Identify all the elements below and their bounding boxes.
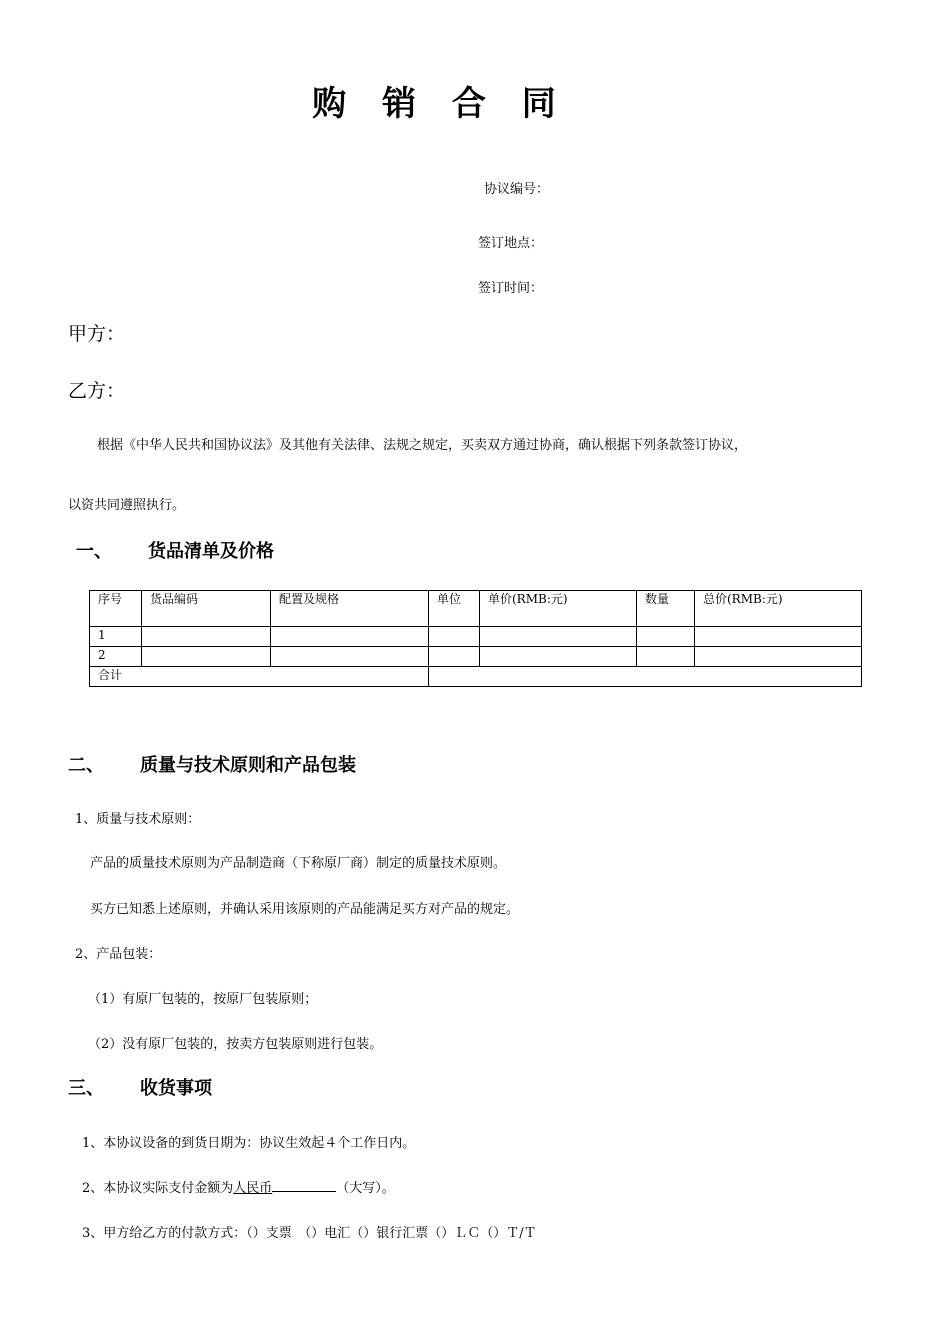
party-b-label: 乙方： <box>68 380 126 402</box>
table-cell: 1 <box>90 627 142 647</box>
table-cell <box>480 647 637 667</box>
packaging-subheading: 2、产品包装： <box>75 947 162 962</box>
intro-line-1: 根据《中华人民共和国协议法》及其他有关法律、法规之规定，买卖双方通过协商，确认根据下列条款签订协议， <box>97 438 748 453</box>
table-cell <box>142 647 271 667</box>
table-cell <box>429 647 480 667</box>
document-title: 购 销 合 同 <box>312 84 568 124</box>
total-value <box>429 667 862 687</box>
total-label: 合计 <box>90 667 429 687</box>
column-header: 序号 <box>90 591 142 627</box>
section-title: 货品清单及价格 <box>148 541 274 562</box>
payment-amount-clause <box>82 1177 395 1196</box>
delivery-date-clause: 1、本协议设备的到货日期为：协议生效起４个工作日内。 <box>82 1136 416 1151</box>
section-2-heading <box>68 751 356 777</box>
packaging-item-1: （1）有原厂包装的，按原厂包装原则； <box>88 992 318 1007</box>
payment-amount-prefix: 2、本协议实际支付金额为 <box>82 1181 234 1196</box>
table-header-row <box>90 591 862 627</box>
section-number: 三、 <box>68 1078 104 1099</box>
column-header: 单位 <box>429 591 480 627</box>
section-1-heading <box>76 537 274 563</box>
quality-paragraph-1: 产品的质量技术原则为产品制造商（下称原厂商）制定的质量技术原则。 <box>90 856 507 871</box>
section-3-heading <box>68 1074 212 1100</box>
column-header: 配置及规格 <box>271 591 429 627</box>
column-header: 总价(RMB:元) <box>695 591 862 627</box>
quality-paragraph-2: 买方已知悉上述原则，并确认采用该原则的产品能满足买方对产品的规定。 <box>90 902 520 917</box>
table-cell <box>695 627 862 647</box>
table-cell <box>142 627 271 647</box>
table-cell: 2 <box>90 647 142 667</box>
payment-amount-suffix: （大写）。 <box>336 1181 395 1196</box>
table-row <box>90 627 862 647</box>
section-title: 质量与技术原则和产品包装 <box>140 755 356 776</box>
table-total-row <box>90 667 862 687</box>
packaging-item-2: （2）没有原厂包装的，按卖方包装原则进行包装。 <box>88 1037 383 1052</box>
section-number: 二、 <box>68 755 104 776</box>
table-cell <box>480 627 637 647</box>
party-a-label: 甲方： <box>68 323 126 345</box>
goods-table <box>89 590 862 687</box>
column-header: 单价(RMB:元) <box>480 591 637 627</box>
column-header: 货品编码 <box>142 591 271 627</box>
table-cell <box>695 647 862 667</box>
quality-subheading: 1、质量与技术原则： <box>75 812 201 827</box>
currency-text: 人民币 <box>233 1181 273 1196</box>
table-row <box>90 647 862 667</box>
table-cell <box>429 627 480 647</box>
column-header: 数量 <box>637 591 695 627</box>
payment-method-clause: 3、甲方给乙方的付款方式：（）支票 （）电汇（）银行汇票（）ＬＣ（）Ｔ/Ｔ <box>82 1226 537 1241</box>
amount-blank <box>272 1179 336 1192</box>
section-title: 收货事项 <box>140 1078 212 1099</box>
section-number: 一、 <box>76 541 112 562</box>
table-cell <box>271 627 429 647</box>
sign-place-label: 签订地点： <box>478 236 544 251</box>
intro-line-2: 以资共同遵照执行。 <box>68 498 186 513</box>
agreement-number-label: 协议编号： <box>484 182 550 197</box>
table-cell <box>271 647 429 667</box>
sign-time-label: 签订时间： <box>478 281 544 296</box>
table-cell <box>637 627 695 647</box>
table-cell <box>637 647 695 667</box>
